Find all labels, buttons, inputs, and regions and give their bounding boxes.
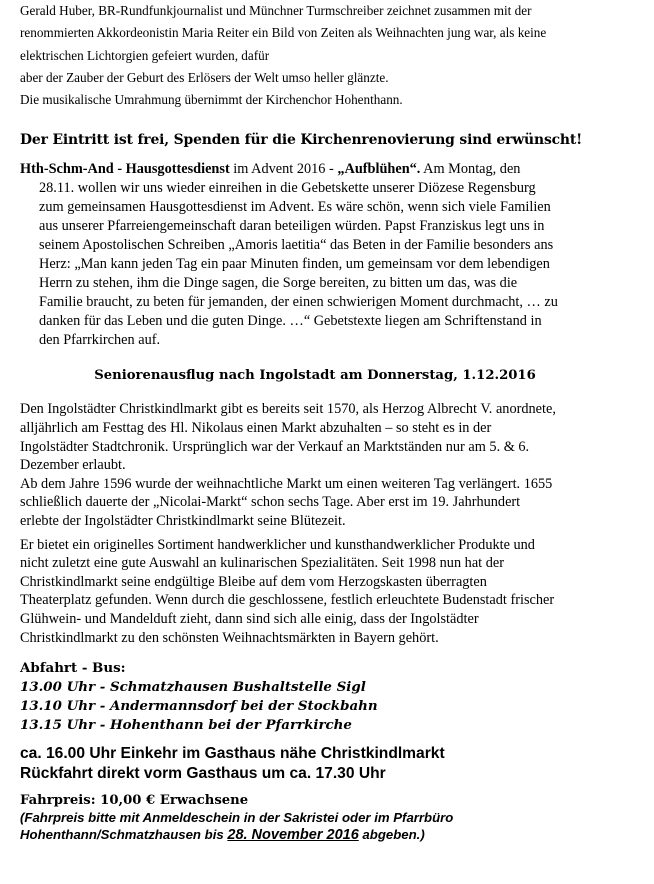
history-line: Den Ingolstädter Christkindlmarkt gibt es bereits seit 1570, als Herzog Albrecht V. anordnete, <box>20 401 556 418</box>
bus-stop: 13.15 Uhr - Hohenthann bei der Pfarrkirche <box>20 717 352 734</box>
description-line: Er bietet ein originelles Sortiment handwerklicher und kunsthandwerklicher Produkte und <box>20 536 535 553</box>
description-line: Christkindlmarkt seine endgültige Bleibe auf dem vom Herzogskasten überragten <box>20 573 487 590</box>
hausgottesdienst-line: zum gemeinsamen Hausgottesdienst im Advent. Es wäre schön, wenn sich viele Familien <box>39 199 551 216</box>
hausgottesdienst-title: Hth-Schm-And - Hausgottesdienst <box>20 161 230 178</box>
hausgottesdienst-line: den Pfarrkirchen auf. <box>39 332 161 349</box>
history-line: Ingolstädter Stadtchronik. Ursprünglich war der Verkauf an Marktständen nur am 5. & 6. <box>20 438 530 455</box>
christkindlmarkt-description <box>20 536 634 648</box>
history-line: alljährlich am Festtag des Hl. Nikolaus einen Markt abzuhalten – so steht es in der <box>20 420 492 437</box>
senioren-heading: Seniorenausflug nach Ingolstadt am Donnerstag, 1.12.2016 <box>94 368 536 384</box>
description-line: Christkindlmarkt zu den schönsten Weihnachtsmärkten in Bayern gehört. <box>20 629 439 646</box>
history-line: erlebte der Ingolstädter Christkindlmarkt seine Blütezeit. <box>20 513 346 530</box>
free-entry-notice: Der Eintritt ist frei, Spenden für die Kirchenrenovierung sind erwünscht! <box>20 132 583 149</box>
registration-line-2-start: Hohenthann/Schmatzhausen bis <box>20 827 228 843</box>
hausgottesdienst-line: seinem Apostolischen Schreiben „Amoris laetitia“ das Beten in der Familie besonders ans <box>39 237 554 254</box>
hausgottesdienst-section <box>20 160 634 350</box>
bulletin-page <box>20 0 634 844</box>
description-line: Glühwein- und Mandelduft zieht, dann sind sich alle einig, dass der Ingolstädter <box>20 611 479 628</box>
hausgottesdienst-line: Familie braucht, zu beten für jemanden, der einen schwierigen Moment durchmacht, … zu <box>39 294 558 311</box>
hausgottesdienst-title-mid: im Advent 2016 - <box>229 161 338 178</box>
history-line: Dezember erlaubt. <box>20 457 126 474</box>
einkehr-section <box>20 744 634 784</box>
bus-stop: 13.00 Uhr - Schmatzhausen Bushaltstelle Sigl <box>20 679 366 696</box>
einkehr-line: ca. 16.00 Uhr Einkehr im Gasthaus nähe Christkindlmarkt <box>20 745 445 763</box>
intro-line: renommierten Akkordeonistin Maria Reiter ein Bild von Zeiten als Weihnachten jung war, als keine <box>20 25 547 41</box>
hausgottesdienst-body <box>20 179 634 350</box>
hausgottesdienst-line: Herrn zu stehen, ihm die Dinge sagen, die Sorge bereiten, zu bitten um das, was die <box>39 275 518 292</box>
fare-line: Fahrpreis: 10,00 € Erwachsene <box>20 793 249 809</box>
registration-line-1: (Fahrpreis bitte mit Anmeldeschein in der Sakristei oder im Pfarrbüro <box>20 810 454 826</box>
hausgottesdienst-line: aus unserer Pfarreiengemeinschaft daran beteiligen würden. Papst Franziskus legt uns in <box>39 218 545 235</box>
history-line: schließlich dauerte der „Nicolai-Markt“ schon sechs Tage. Aber erst im 19. Jahrhundert <box>20 494 521 511</box>
intro-line: Gerald Huber, BR-Rundfunkjournalist und Münchner Turmschreiber zeichnet zusammen mit der <box>20 3 532 18</box>
concert-description <box>20 0 634 111</box>
intro-line: aber der Zauber der Geburt des Erlösers der Welt umso heller glänzte. <box>20 69 389 85</box>
bus-departure-heading: Abfahrt - Bus: <box>20 660 126 677</box>
rueckfahrt-line: Rückfahrt direkt vorm Gasthaus um ca. 17.30 Uhr <box>20 765 386 783</box>
hausgottesdienst-line: Herz: „Man kann jeden Tag ein paar Minuten finden, um gemeinsam vor dem lebendigen <box>39 256 550 273</box>
registration-note <box>20 809 634 844</box>
hausgottesdienst-first-line <box>20 160 634 179</box>
intro-line: Die musikalische Umrahmung übernimmt der Kirchenchor Hohenthann. <box>20 92 403 108</box>
registration-line-2-end: abgeben.) <box>358 827 425 843</box>
hausgottesdienst-motto: „Aufblühen“. <box>337 161 421 178</box>
hausgottesdienst-title-rest: Am Montag, den <box>420 161 521 178</box>
history-line: Ab dem Jahre 1596 wurde der weihnachtliche Markt um einen weiteren Tag verlängert. 1655 <box>20 475 553 492</box>
description-line: nicht zuletzt eine gute Auswahl an kulinarischen Spezialitäten. Seit 1998 nun hat der <box>20 555 504 572</box>
hausgottesdienst-line: danken für das Leben und die guten Dinge. …“ Gebetstexte liegen am Schriftenstand in <box>39 313 542 330</box>
description-line: Theaterplatz gefunden. Wenn durch die geschlossene, festlich erleuchtete Budenstadt frischer <box>20 592 555 609</box>
registration-line-2 <box>20 826 634 844</box>
bus-departure-section <box>20 659 634 735</box>
hausgottesdienst-line: 28.11. wollen wir uns wieder einreihen in die Gebetskette unserer Diözese Regensburg <box>39 180 536 197</box>
christkindlmarkt-history <box>20 400 634 530</box>
intro-line: elektrischen Lichtorgien gefeiert wurden, dafür <box>20 47 270 63</box>
registration-deadline: 28. November 2016 <box>227 827 359 844</box>
bus-stop: 13.10 Uhr - Andermannsdorf bei der Stockbahn <box>20 698 378 715</box>
